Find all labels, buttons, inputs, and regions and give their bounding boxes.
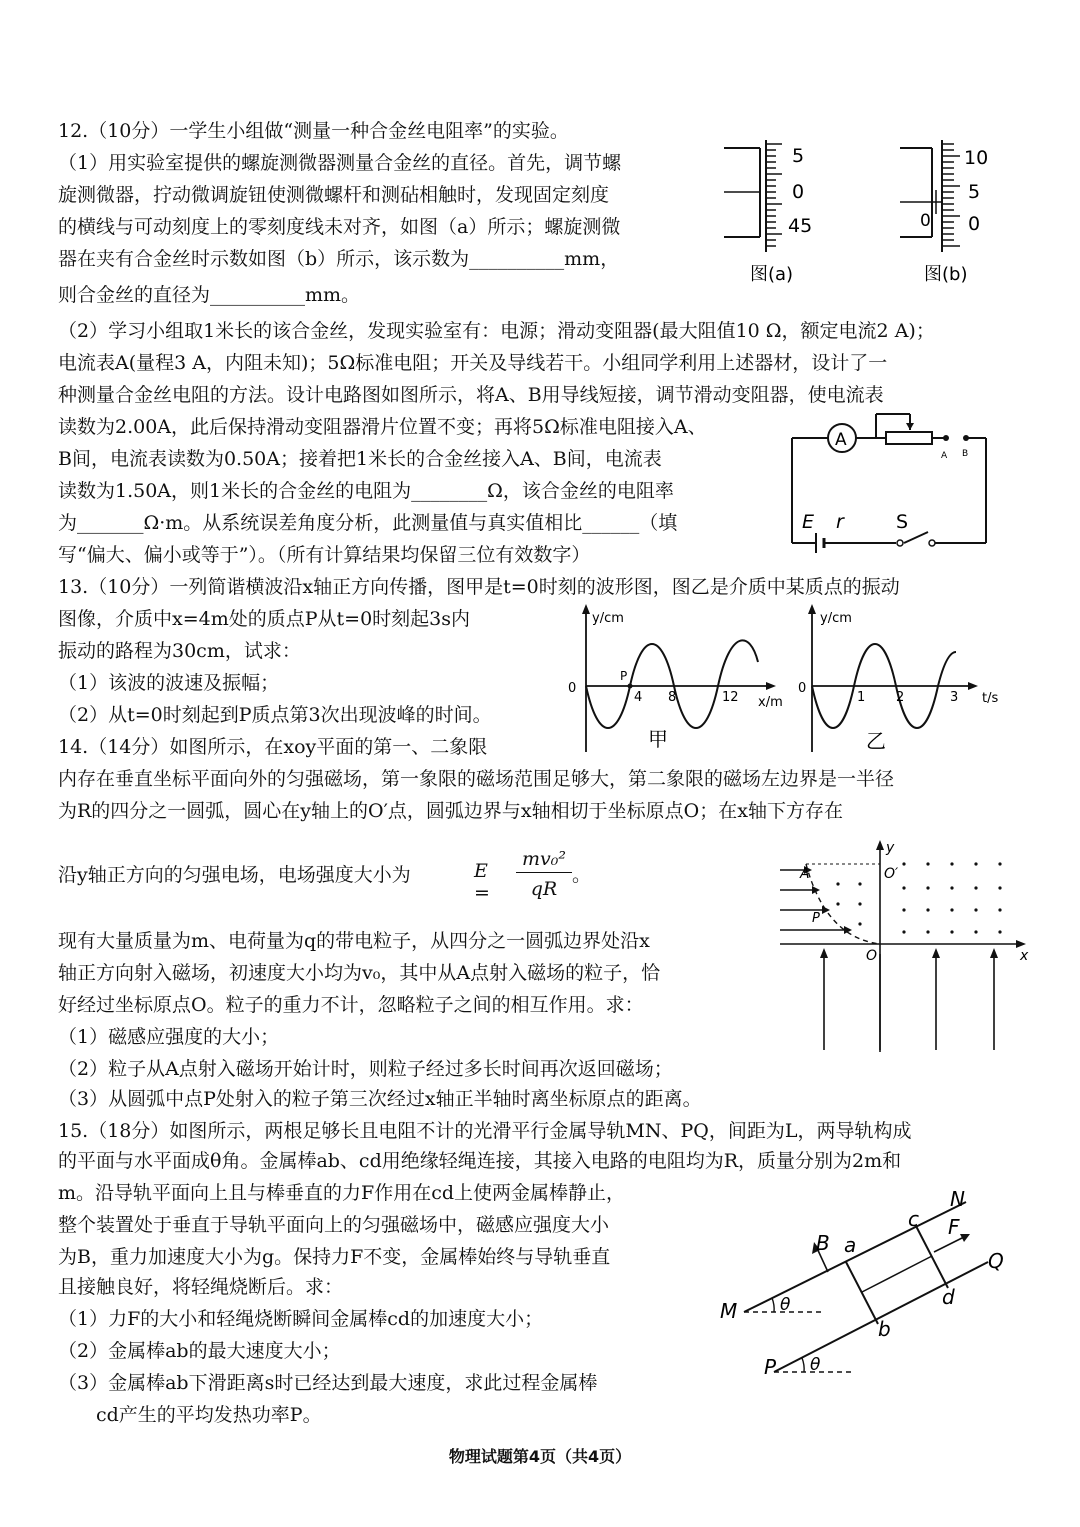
- q12-p2-line: 种测量合金丝电阻的方法。设计电路图如图所示，将A、B用导线短接，调节滑动变阻器，使电流表: [58, 384, 884, 406]
- q13-line: 图像，介质中x=4m处的质点P从t=0时刻起3s内: [58, 608, 471, 630]
- micrometer-a-tick: 0: [792, 181, 805, 203]
- q12-p2-line: 写“偏大、偏小或等于”）。（所有计算结果均保留三位有效数字）: [58, 544, 591, 566]
- jia-point-label: P: [620, 669, 628, 683]
- yi-ylabel: y/cm: [820, 611, 852, 626]
- formula-lhs: E =: [474, 860, 490, 904]
- micrometer-b-main-label: 0: [920, 211, 931, 231]
- terminal-b-label: B: [962, 449, 969, 459]
- rheostat-symbol: [886, 432, 932, 444]
- q14-line2: 现有大量质量为m、电荷量为q的带电粒子，从四分之一圆弧边界处沿x: [58, 930, 650, 952]
- q12-p1-line: （1）用实验室提供的螺旋测微器测量合金丝的直径。首先，调节螺: [58, 152, 622, 174]
- switch-blade: [904, 532, 928, 543]
- micrometer-b-caption: 图(b): [924, 264, 968, 285]
- jia-tick: 12: [722, 690, 739, 705]
- q15-line: 且接触良好，将轻绳烧断后。求：: [58, 1276, 344, 1298]
- q12-p2-line: B间，电流表读数为0.50A；接着把1米长的合金丝接入A、B间，电流表: [58, 448, 662, 470]
- yi-xlabel: t/s: [982, 691, 999, 706]
- q14-line2: 好经过坐标原点O。粒子的重力不计，忽略粒子之间的相互作用。求：: [58, 994, 644, 1016]
- q14-line: 14.（14分）如图所示，在xoy平面的第一、二象限: [58, 736, 488, 758]
- label-f: F: [948, 1215, 960, 1239]
- label-theta: θ: [780, 1295, 791, 1315]
- graph-yi: [798, 604, 998, 753]
- q15-line: （3）金属棒ab下滑距离s时已经达到最大速度，求此过程金属棒: [58, 1372, 598, 1394]
- q12-p2-line: 电流表A(量程3 A，内阻未知)；5Ω标准电阻；开关及导线若干。小组同学利用上述器材，设计了一: [58, 352, 888, 374]
- q14-field-text: 沿y轴正方向的匀强电场，电场强度大小为: [58, 864, 411, 886]
- q13-line: 振动的路程为30cm，试求：: [58, 640, 301, 662]
- terminal-a-dot: [943, 435, 949, 441]
- q12-p1-line: 的横线与可动刻度上的零刻度线未对齐，如图（a）所示；螺旋测微: [58, 216, 621, 238]
- micrometer-a: [724, 140, 812, 285]
- micrometer-b: [900, 140, 988, 285]
- q15-line: 为B，重力加速度大小为g。保持力F不变，金属棒始终与导轨垂直: [58, 1246, 611, 1268]
- q12-p1-line: 则合金丝的直径为__________mm。: [58, 284, 361, 306]
- wave-graphs: [562, 602, 1022, 762]
- label-b-field: B: [816, 1231, 830, 1255]
- q14-line2: （1）磁感应强度的大小；: [58, 1026, 280, 1048]
- label-theta: θ: [810, 1355, 821, 1375]
- terminal-a-label: A: [941, 451, 948, 461]
- q13-line: 13.（10分）一列简谐横波沿x轴正方向传播，图甲是t=0时刻的波形图，图乙是介质中某质点的振动: [58, 576, 900, 598]
- q15-line: （1）力F的大小和轻绳烧断瞬间金属棒cd的加速度大小；: [58, 1308, 544, 1330]
- rails-figure: [716, 1186, 1026, 1386]
- label-m: M: [720, 1299, 738, 1323]
- q12-p2-line: 为_______Ω·m。从系统误差角度分析，此测量值与真实值相比______（填: [58, 512, 678, 534]
- page-footer: 物理试题第4页（共4页）: [448, 1447, 632, 1466]
- origin-label: O: [866, 948, 878, 964]
- q15-line: （2）金属棒ab的最大速度大小；: [58, 1340, 341, 1362]
- micrometer-figures: [720, 132, 1010, 292]
- point-p: [628, 684, 633, 689]
- yi-tick: 3: [950, 690, 959, 705]
- x-axis-label: x: [1020, 948, 1029, 964]
- formula-denominator: qR: [530, 878, 558, 900]
- jia-origin: 0: [568, 681, 577, 696]
- q13-line: （2）从t=0时刻起到P质点第3次出现波峰的时间。: [58, 704, 492, 726]
- rod-ab: [846, 1262, 878, 1324]
- resistance-label: r: [836, 511, 844, 533]
- terminal-b-dot: [963, 435, 969, 441]
- graph-jia: [568, 604, 783, 752]
- jia-tick: 8: [668, 690, 677, 705]
- electric-field-lines: [824, 954, 994, 1050]
- jia-ylabel: y/cm: [592, 611, 624, 626]
- q12-p1-line: 旋测微器，拧动微调旋钮使测微螺杆和测砧相触时，发现固定刻度: [58, 184, 610, 206]
- yi-origin: 0: [798, 681, 807, 696]
- rope: [862, 1256, 932, 1292]
- circuit-diagram: [786, 408, 1026, 558]
- q14-line2: （3）从圆弧中点P处射入的粒子第三次经过x轴正半轴时离坐标原点的距离。: [58, 1088, 702, 1110]
- micrometer-a-tick: 45: [788, 215, 813, 237]
- point-p-label: P: [812, 911, 820, 926]
- o-prime-label: O′: [884, 866, 899, 882]
- arc-boundary: [806, 864, 880, 944]
- yi-caption: 乙: [866, 729, 886, 753]
- label-d: d: [942, 1285, 955, 1309]
- label-p: P: [764, 1355, 777, 1379]
- q13-line: （1）该波的波速及振幅；: [58, 672, 280, 694]
- point-a-label: A: [800, 866, 810, 882]
- magnetic-field-figure: [776, 836, 1036, 1056]
- label-c: c: [908, 1207, 919, 1231]
- q15-line: 的平面与水平面成θ角。金属棒ab、cd用绝缘轻绳连接，其接入电路的电阻均为R，质量分别为2m和: [58, 1150, 902, 1172]
- ammeter-label: A: [835, 430, 847, 450]
- q15-line: m。沿导轨平面向上且与棒垂直的力F作用在cd上使两金属棒静止，: [58, 1182, 626, 1204]
- formula-end: 。: [572, 864, 592, 886]
- switch-label: S: [896, 511, 909, 533]
- q12-p2-line: （2）学习小组取1米长的该合金丝，发现实验室有：电源；滑动变阻器(最大阻值10 Ω，额定电流2 A)；: [58, 320, 935, 342]
- q12-p2-line: 读数为1.50A，则1米长的合金丝的电阻为________Ω，该合金丝的电阻率: [58, 480, 674, 502]
- y-axis-label: y: [886, 840, 895, 856]
- q15-line: 整个装置处于垂直于导轨平面向上的匀强磁场中，磁感应强度大小: [58, 1214, 610, 1236]
- emf-label: E: [802, 511, 815, 533]
- q14-line: 内存在垂直坐标平面向外的匀强磁场，第一象限的磁场范围足够大，第二象限的磁场左边界是一半径: [58, 768, 895, 790]
- jia-xlabel: x/m: [758, 695, 783, 710]
- formula-numerator: mv₀²: [516, 846, 572, 873]
- micrometer-b-tick: 5: [968, 181, 981, 203]
- label-b: b: [878, 1317, 891, 1341]
- yi-tick: 2: [896, 690, 905, 705]
- q15-line: cd产生的平均发热功率P。: [58, 1404, 322, 1426]
- q12-title: 12.（10分）一学生小组做“测量一种合金丝电阻率”的实验。: [58, 120, 569, 142]
- q12-p2-line: 读数为2.00A，此后保持滑动变阻器滑片位置不变；再将5Ω标准电阻接入A、: [58, 416, 707, 438]
- label-n: N: [950, 1187, 965, 1211]
- micrometer-a-tick: 5: [792, 145, 805, 167]
- label-q: Q: [988, 1249, 1004, 1273]
- label-a: a: [844, 1233, 857, 1257]
- yi-tick: 1: [857, 690, 866, 705]
- q14-line2: 轴正方向射入磁场，初速度大小均为v₀，其中从A点射入磁场的粒子，恰: [58, 962, 661, 984]
- q15-line: 15.（18分）如图所示，两根足够长且电阻不计的光滑平行金属导轨MN、PQ，间距为L，两导轨构成: [58, 1120, 912, 1142]
- q12-p1-line: 器在夹有合金丝时示数如图（b）所示，该示数为__________mm，: [58, 248, 620, 270]
- q14-line: 为R的四分之一圆弧，圆心在y轴上的O′点，圆弧边界与x轴相切于坐标原点O；在x轴下方存在: [58, 800, 843, 822]
- field-dots: [836, 862, 1001, 933]
- micrometer-b-tick: 0: [968, 213, 981, 235]
- jia-tick: 4: [634, 690, 643, 705]
- wave-curve: [586, 640, 758, 728]
- micrometer-a-caption: 图(a): [750, 264, 794, 285]
- micrometer-b-tick: 10: [964, 147, 989, 169]
- rod-cd: [916, 1226, 948, 1288]
- q14-line2: （2）粒子从A点射入磁场开始计时，则粒子经过多长时间再次返回磁场；: [58, 1058, 673, 1080]
- jia-caption: 甲: [648, 727, 668, 751]
